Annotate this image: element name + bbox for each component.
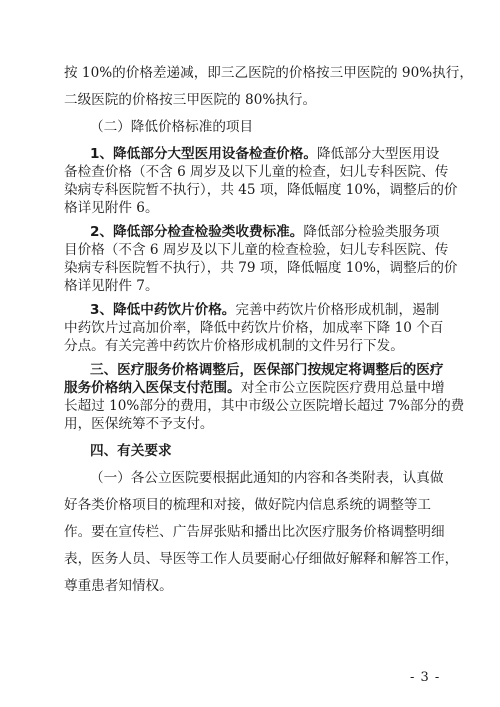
- text-line: 好各类价格项目的梳理和对接，做好院内信息系统的调整等工: [64, 497, 432, 513]
- item-heading: 3、降低中药饮片价格。: [90, 302, 236, 318]
- text-line: 作。要在宣传栏、广告屏张贴和播出比次医疗服务价格调整明细: [64, 524, 445, 540]
- text-line: 格详见附件 6。: [64, 200, 159, 216]
- text-line: 中药饮片过高加价率，降低中药饮片价格，加成率下降 10 个百: [64, 320, 444, 336]
- text-line: 格详见附件 7。: [64, 278, 159, 294]
- paragraph-line: [90, 145, 470, 163]
- item-heading: 1、降低部分大型医用设备检查价格。: [90, 146, 317, 162]
- text-line: 分点。有关完善中药饮片价格形成机制的文件另行下发。: [64, 338, 404, 354]
- text-line: （一）各公立医院要根据此通知的内容和各类附表，认真做: [90, 470, 444, 486]
- paragraph-line: [64, 379, 444, 397]
- text-line: 目价格（不含 6 周岁及以下儿童的检查检验，妇儿专科医院、传: [64, 242, 449, 258]
- text-line: 染病专科医院暂不执行），共 79 项，降低幅度 10%，调整后的价: [64, 260, 458, 276]
- page-number: - 3 -: [410, 670, 441, 685]
- paragraph-line: [90, 223, 470, 241]
- text-line: 二级医院的价格按三甲医院的 80%执行。: [64, 92, 317, 108]
- text-line: 长超过 10%部分的费用，其中市级公立医院增长超过 7%部分的费: [64, 398, 465, 414]
- section-heading: 四、有关要求: [90, 443, 172, 459]
- text-line: 按 10%的价格差递减，即三乙医院的价格按三甲医院的 90%执行，: [64, 65, 473, 81]
- text-line: 备检查价格（不含 6 周岁及以下儿童的检查，妇儿专科医院、传: [64, 164, 449, 180]
- item-text: 对全市公立医院医疗费用总量中增: [240, 380, 445, 396]
- text-line: 用，医保统筹不予支付。: [64, 416, 214, 432]
- section-subheading: （二）降低价格标准的项目: [90, 119, 254, 135]
- section-heading: 三、医疗服务价格调整后，医保部门按规定将调整后的医疗: [90, 362, 444, 378]
- text-line: 表，医务人员、导医等工作人员要耐心仔细做好解释和解答工作，: [64, 551, 459, 567]
- item-text: 降低部分大型医用设: [316, 146, 440, 162]
- section-heading-continued: 服务价格纳入医保支付范围。: [64, 380, 241, 396]
- text-line: 尊重患者知情权。: [64, 578, 173, 594]
- paragraph-line: [90, 301, 470, 319]
- text-line: 染病专科医院暂不执行），共 45 项，降低幅度 10%，调整后的价: [64, 182, 458, 198]
- item-heading: 2、降低部分检查检验类收费标准。: [90, 224, 304, 240]
- item-text: 完善中药饮片价格形成机制，遏制: [235, 302, 440, 318]
- item-text: 降低部分检验类服务项: [303, 224, 440, 240]
